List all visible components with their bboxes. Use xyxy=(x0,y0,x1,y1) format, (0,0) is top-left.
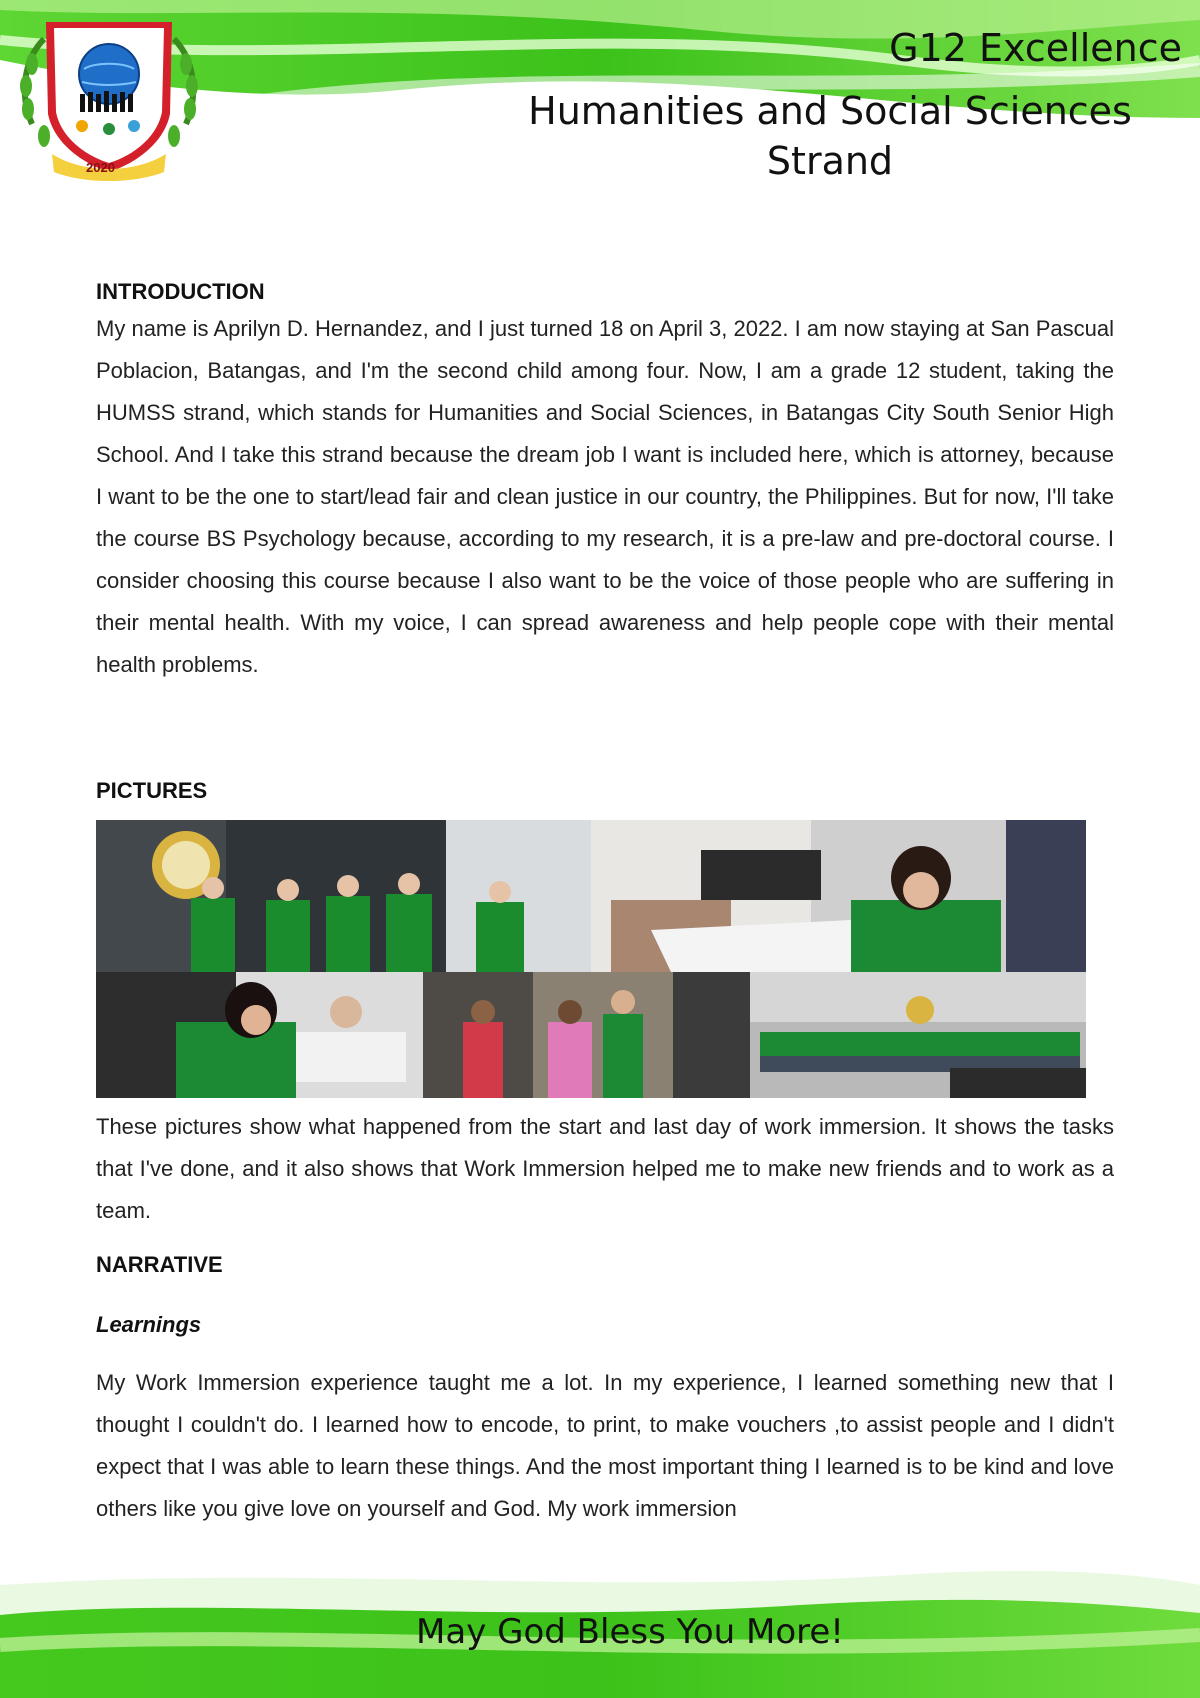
page-cutoff xyxy=(0,1540,1200,1566)
photo-collage xyxy=(96,820,1086,1098)
footer-blessing: May God Bless You More! xyxy=(416,1612,844,1652)
pictures-caption: These pictures show what happened from the start and last day of work immersion. It shows the tasks that I've done, and it also shows that Work Immersion helped me to make new friends and to work as a team. xyxy=(96,1114,1114,1223)
logo-year: 2020 xyxy=(86,160,115,175)
introduction-body: My name is Aprilyn D. Hernandez, and I just turned 18 on April 3, 2022. I am now staying at San Pascual Poblacion, Batangas, and I'm the second child among four. Now, I am a grade 12 student, taking the HUMSS strand, which stands for Humanities and Social Sciences, in Batangas City South Senior High School. And I take this strand because the dream job I want is included here, which is attorney, because I want to be the one to start/lead fair and clean justice in our country, the Philippines. But for now, I'll take the course BS Psychology because, according to my research, it is a pre-law and pre-doctoral course. I consider choosing this course because I also want to be the voice of those people who are suffering in their mental health. With my voice, I can spread awareness and help people cope with their mental health problems. xyxy=(96,316,1114,677)
photo-printer-desk xyxy=(591,820,1086,972)
pictures-caption-wrap xyxy=(96,1106,1114,1232)
photo-group-hall xyxy=(750,972,1086,1098)
narrative-body: My Work Immersion experience taught me a lot. In my experience, I learned something new that I thought I couldn't do. I learned how to encode, to print, to make vouchers ,to assist people and I didn't expect that I was able to learn these things. And the most important thing I learned is to be kind and love others like you give love on yourself and God. My work immersion xyxy=(96,1370,1114,1521)
learnings-subheading: Learnings xyxy=(96,1312,202,1337)
pictures-heading: PICTURES xyxy=(96,778,208,803)
pictures-heading-wrap xyxy=(96,778,207,804)
narrative-heading: NARRATIVE xyxy=(96,1252,223,1277)
introduction-heading: INTRODUCTION xyxy=(96,279,265,304)
photo-group-entrance xyxy=(96,820,591,972)
narrative-section xyxy=(96,1252,1114,1530)
header-subtitle: Humanities and Social Sciences Strand xyxy=(528,89,1132,183)
school-logo xyxy=(14,14,204,184)
photo-assisting-people xyxy=(423,972,750,1098)
header-title: G12 Excellence xyxy=(889,26,1182,70)
introduction-section xyxy=(96,276,1114,686)
photo-encoding-work xyxy=(96,972,423,1098)
